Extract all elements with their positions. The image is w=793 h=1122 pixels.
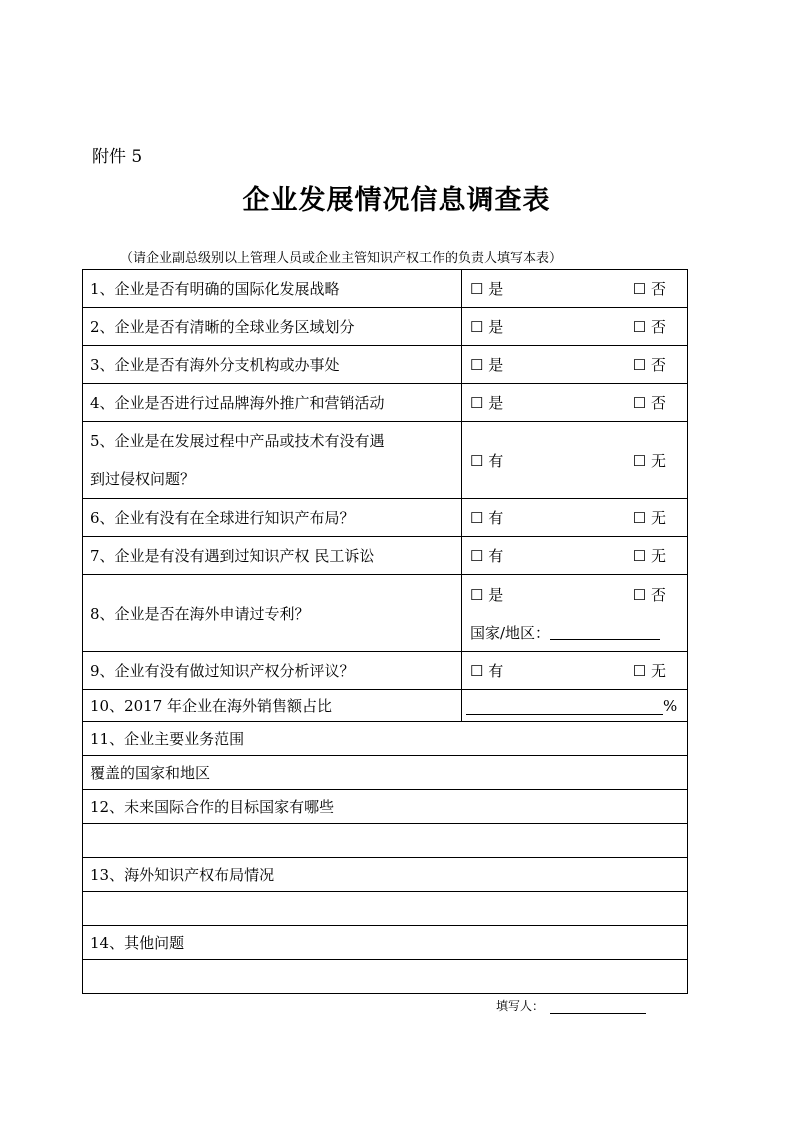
option-none[interactable]: ☐ 无 (632, 662, 666, 680)
question-text: 1、企业是否有明确的国际化发展战略 (83, 270, 462, 308)
option-have[interactable]: ☐ 有 (470, 451, 504, 470)
checkbox-icon[interactable]: ☐ (632, 318, 647, 336)
option-none[interactable]: ☐ 无 (632, 547, 666, 565)
option-no[interactable]: ☐ 否 (632, 394, 666, 412)
checkbox-icon[interactable]: ☐ (632, 662, 647, 680)
option-no[interactable]: ☐ 否 (632, 356, 666, 374)
answer-row[interactable] (83, 892, 688, 926)
option-yes[interactable]: ☐ 是 (470, 394, 504, 412)
checkbox-icon[interactable]: ☐ (470, 356, 484, 374)
answer-field[interactable] (83, 960, 688, 994)
checkbox-icon[interactable]: ☐ (632, 585, 647, 604)
checkbox-icon[interactable]: ☐ (470, 662, 484, 680)
filler-name-field[interactable] (550, 1001, 646, 1014)
survey-table (82, 269, 688, 994)
open-row (83, 858, 688, 892)
open-row-text: 14、其他问题 (83, 926, 688, 960)
percent-sign: % (663, 696, 678, 715)
question-text: 3、企业是否有海外分支机构或办事处 (83, 346, 462, 384)
option-yes[interactable]: ☐ 是 (470, 585, 504, 604)
open-row-text: 13、海外知识产权布局情况 (83, 858, 688, 892)
option-have[interactable]: ☐ 有 (470, 547, 504, 565)
annex-label: 附件 5 (92, 147, 143, 167)
option-yes[interactable]: ☐ 是 (470, 280, 504, 298)
open-row (83, 756, 688, 790)
option-no[interactable]: ☐ 否 (632, 585, 666, 604)
answer-row[interactable] (83, 960, 688, 994)
question-text: 2、企业是否有清晰的全球业务区域划分 (83, 308, 462, 346)
question-text: 10、2017 年企业在海外销售额占比 (83, 690, 462, 722)
question-text: 8、企业是否在海外申请过专利？ (83, 575, 462, 652)
open-row (83, 926, 688, 960)
checkbox-icon[interactable]: ☐ (470, 585, 484, 604)
question-row-3 (83, 346, 688, 384)
option-none[interactable]: ☐ 无 (632, 451, 666, 470)
question-row-9 (83, 652, 688, 690)
checkbox-icon[interactable]: ☐ (632, 356, 647, 374)
country-region-field[interactable] (550, 625, 660, 640)
option-yes[interactable]: ☐ 是 (470, 318, 504, 336)
question-row-10 (83, 690, 688, 722)
question-row-6 (83, 499, 688, 537)
open-row (83, 722, 688, 756)
checkbox-icon[interactable]: ☐ (632, 451, 647, 470)
question-text: 9、企业有没有做过知识产权分析评议？ (83, 652, 462, 690)
option-yes[interactable]: ☐ 是 (470, 356, 504, 374)
country-region-label: 国家/地区： (470, 623, 551, 642)
question-text: 5、企业是在发展过程中产品或技术有没有遇 到过侵权问题？ (83, 422, 462, 499)
filler-label: 填写人： (496, 999, 545, 1013)
question-row-4 (83, 384, 688, 422)
open-row (83, 790, 688, 824)
question-row-1 (83, 270, 688, 308)
checkbox-icon[interactable]: ☐ (470, 547, 484, 565)
option-none[interactable]: ☐ 无 (632, 509, 666, 527)
question-text: 4、企业是否进行过品牌海外推广和营销活动 (83, 384, 462, 422)
option-have[interactable]: ☐ 有 (470, 509, 504, 527)
open-row-text: 11、企业主要业务范围 (83, 722, 688, 756)
option-no[interactable]: ☐ 否 (632, 280, 666, 298)
checkbox-icon[interactable]: ☐ (632, 547, 647, 565)
option-no[interactable]: ☐ 否 (632, 318, 666, 336)
form-title: 企业发展情况信息调查表 (242, 185, 551, 216)
checkbox-icon[interactable]: ☐ (632, 509, 647, 527)
question-row-2 (83, 308, 688, 346)
form-instructions: （请企业副总级别以上管理人员或企业主管知识产权工作的负责人填写本表） (120, 251, 563, 266)
filler-signature (496, 997, 646, 1014)
question-text: 6、企业有没有在全球进行知识产布局？ (83, 499, 462, 537)
open-row-text: 覆盖的国家和地区 (83, 756, 688, 790)
answer-row[interactable] (83, 824, 688, 858)
checkbox-icon[interactable]: ☐ (470, 318, 484, 336)
open-row-text: 12、未来国际合作的目标国家有哪些 (83, 790, 688, 824)
checkbox-icon[interactable]: ☐ (470, 280, 484, 298)
checkbox-icon[interactable]: ☐ (470, 451, 484, 470)
checkbox-icon[interactable]: ☐ (632, 280, 647, 298)
question-row-8 (83, 575, 688, 652)
option-have[interactable]: ☐ 有 (470, 662, 504, 680)
answer-field[interactable] (83, 824, 688, 858)
checkbox-icon[interactable]: ☐ (470, 394, 484, 412)
overseas-sales-ratio-field[interactable] (466, 699, 663, 715)
checkbox-icon[interactable]: ☐ (632, 394, 647, 412)
question-row-5 (83, 422, 688, 499)
checkbox-icon[interactable]: ☐ (470, 509, 484, 527)
answer-field[interactable] (83, 892, 688, 926)
question-text: 7、企业是有没有遇到过知识产权 民工诉讼 (83, 537, 462, 575)
question-row-7 (83, 537, 688, 575)
